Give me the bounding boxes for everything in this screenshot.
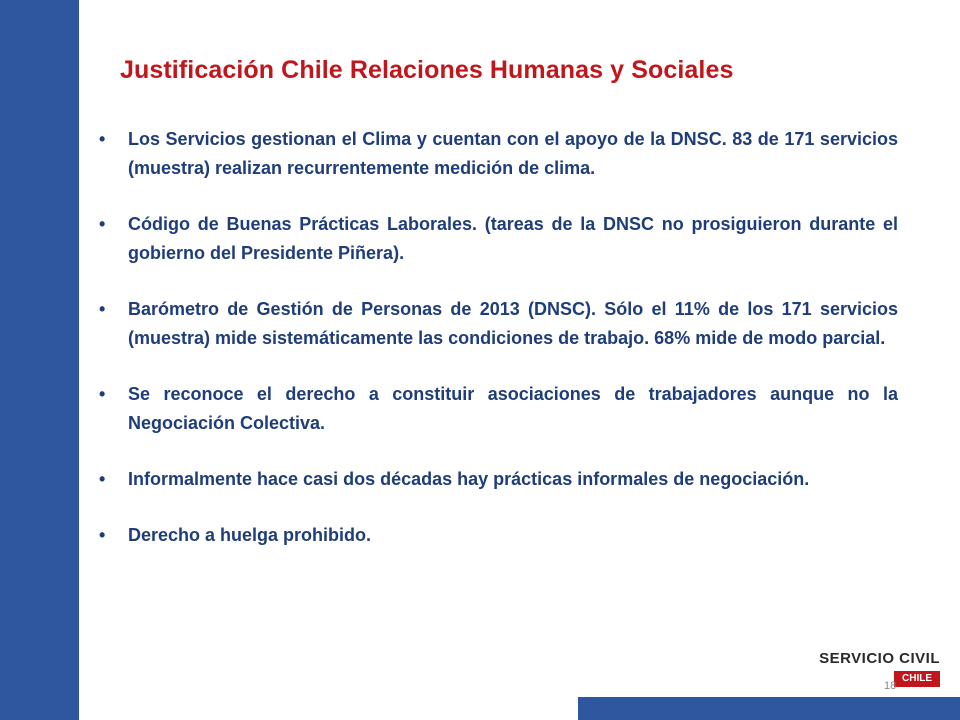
bullet-list: [96, 125, 898, 577]
bottom-decorative-bar: [578, 697, 960, 720]
page-number: 18: [884, 680, 897, 692]
bullet-item: • Se reconoce el derecho a constituir asociaciones de trabajadores aunque no la Negociación Colectiva.: [96, 380, 898, 438]
logo-badge: CHILE: [894, 671, 940, 687]
bullet-item: • Informalmente hace casi dos décadas hay prácticas informales de negociación.: [96, 465, 898, 494]
left-decorative-bar: [0, 0, 79, 720]
logo-text: SERVICIO CIVIL: [819, 650, 940, 667]
bullet-item: • Derecho a huelga prohibido.: [96, 521, 898, 550]
bullet-item: • Código de Buenas Prácticas Laborales. (tareas de la DNSC no prosiguieron durante el gobierno del Presidente Piñera).: [96, 210, 898, 268]
servicio-civil-logo: [820, 650, 940, 690]
slide-title: Justificación Chile Relaciones Humanas y Sociales: [120, 56, 734, 84]
bullet-item: • Barómetro de Gestión de Personas de 2013 (DNSC). Sólo el 11% de los 171 servicios (muestra) mide sistemáticamente las condiciones de trabajo. 68% mide de modo parcial.: [96, 295, 898, 353]
bullet-item: • Los Servicios gestionan el Clima y cuentan con el apoyo de la DNSC. 83 de 171 servicios (muestra) realizan recurrentemente medición de clima.: [96, 125, 898, 183]
